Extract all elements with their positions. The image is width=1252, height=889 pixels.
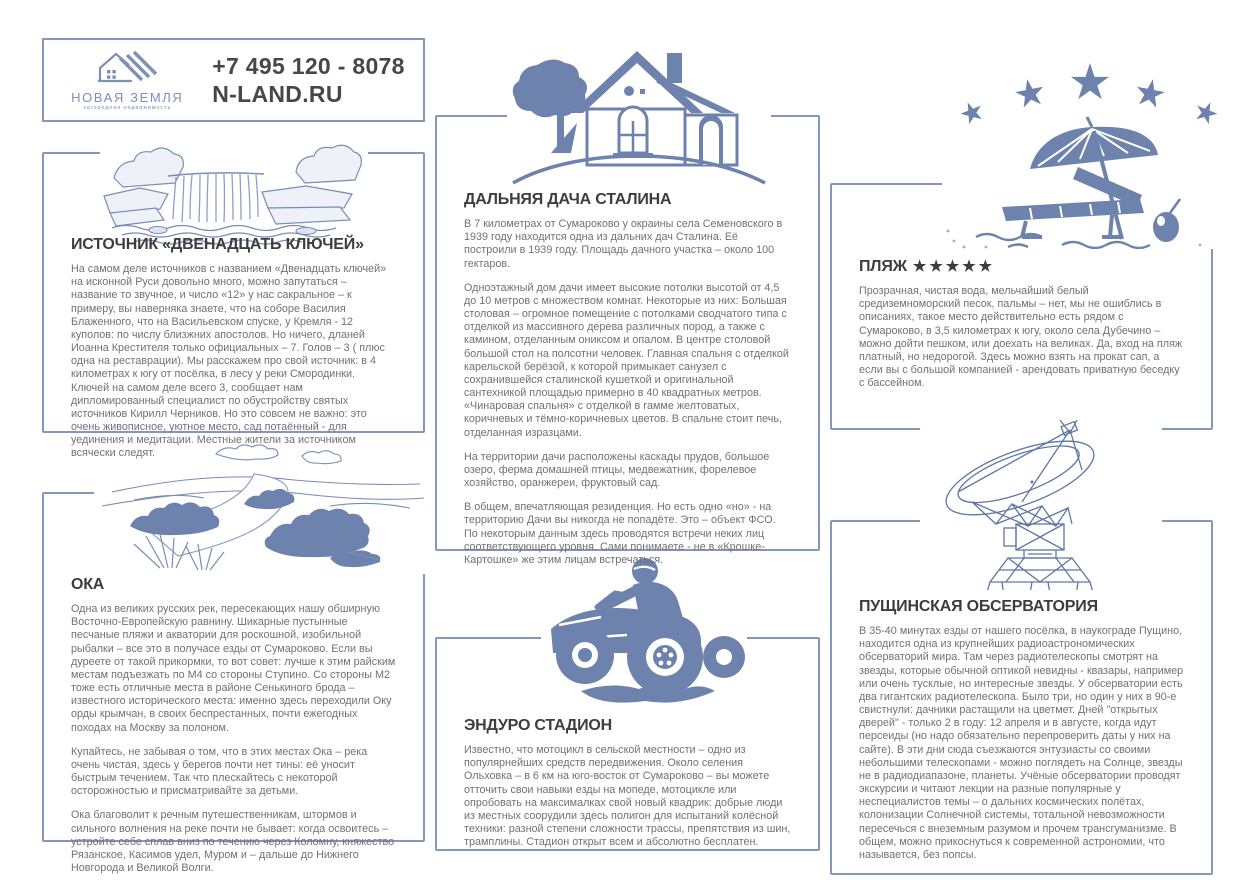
phone-number: +7 495 120 - 8078 <box>212 52 405 79</box>
card-text <box>464 744 791 849</box>
card-text <box>71 603 396 875</box>
card-paragraph: Известно, что мотоцикл в сельской местности – одно из популярнейших средств передвижения. Около селения Ольховка – в 6 км на юго-восток от Сумароково – вы можете отточить свои навыки езды на мопеде, мотоцикле или опробовать на максималках свой новый квадрик: добрые люди из местных соорудили здесь полигон для испытаний колёсной техники: разной степени сложности трассы, препятствия из шин, трамплины. Стадион открыт всем и абсолютно бесплатен. <box>464 744 791 849</box>
radio-telescope-illustration <box>920 420 1162 590</box>
card-title: ДАЛЬНЯЯ ДАЧА СТАЛИНА <box>464 191 672 208</box>
card-beach <box>830 183 1213 430</box>
card-pushchino-observatory <box>830 520 1213 875</box>
beach-rating-stars: ★★★★★ <box>912 258 996 275</box>
card-paragraph: В 7 километрах от Сумароково у окраины села Семеновского в 1939 году находится одна из дальних дач Сталина. Её построили в 1939 году. Площадь дачного участка – около 100 гектаров. <box>464 218 783 270</box>
card-paragraph: В 35-40 минутах езды от нашего посёлка, в наукограде Пущино, находится одна из крупнейших радиоастрономических обсерваторий мира. Там через радиотелескопы смотрят на звезды, которые обычной оптикой невидны - квазары, например или очень тусклые, но интересные звезды. У обсерватории есть два гигантских радиотелескопа. Было три, но один у них в 90-е свистнули: дачники растащили на цветмет. Дней "открытых дверей" - только 2 в году: 12 апреля и в августе, когда идут персеиды (но надо обязательно перепроверить даты у них на сайте). В эти дни сюда съезжаются энтузиасты со своими небольшими телескопами - можно поглядеть на Солнце, звезды не в радиодиапазоне, планеты. Учёные обсерватории проводят экскурсии и читают лекции на разные популярные у неспециалистов темы – о дальних космических полётах, колонизации Солнечной системы, тотальной невозможности пересечься с внеземным разумом и прочем трансгуманизме. В общем, можно прикоснуться к современной астрономии, что называется, без попсы. <box>859 625 1184 861</box>
card-paragraph: На самом деле источников с названием «Двенадцать ключей» на исконной Руси довольно много, можно запутаться – название то звучное, и число «12» у нас сакральное – к примеру, вы наверняка знаете, что на соборе Василия Блаженного, что на Васильевском спуске, у Кремля - 12 куполов: по числу близжних апостолов. Но ничего, дланей Иоанна Крестителя только официальных – 7. Голов – 3 ( плюс одна на реставрации). Мы расскажем про свой источник: в 4 километрах к югу от посёлка, в лесу у реки Смородинки. Ключей на самом деле всего 3, сообщает нам дипломированный специалист по обустройству святых источников Кирилл Черников. Но это совсем не важно: это очень живописное, уютное место, сад потаённый - для уединения и медитации. Местные жители за источником всячески следят. <box>71 263 387 460</box>
header-contact-card <box>42 38 425 122</box>
card-paragraph: Прозрачная, чистая вода, мельчайший белый средиземноморский песок, пальмы – нет, мы не ошиблись в описаниях, такое место действительно есть рядом с Сумароково, в 3,5 километрах к югу, около села Дубечино – можно дойти пешком, или доехать на великах. Да, вход на пляж платный, но недорогой. Здесь можно взять на прокат сап, а если вы с большой компанией - арендовать приватную беседку с бассейном. <box>859 285 1183 390</box>
card-spring-twelve-keys <box>42 152 425 460</box>
company-logo <box>62 49 192 111</box>
card-paragraph: Одноэтажный дом дачи имеет высокие потолки высотой от 4,5 до 10 метров с множеством комнат. Некоторые из них: Большая столовая – огромное помещение с потолками сводчатого типа с отделкой из массивного дерева различных пород, а также с камином, отделанным ониксом и опалом. В центре столовой большой стол на полсотни человек. Главная спальня с отделкой карельской берёзой, к которой примыкает санузел с сохранившейся сталинской кушеткой и оригинальной сантехникой площадью примерно в 40 квадратных метров. «Чинаровая спальня» с отделкой в гамме желтоватых, коричневых и тёмно-коричневых цветов. В спальне стоит печь, отделанная изразцами. <box>464 281 789 439</box>
card-text <box>859 625 1184 862</box>
card-oka-river <box>42 492 425 875</box>
card-title: ПЛЯЖ ★★★★★ <box>859 258 996 275</box>
contact-block <box>212 52 404 108</box>
card-text <box>71 263 396 461</box>
card-title: ЭНДУРО СТАДИОН <box>464 717 613 734</box>
card-paragraph: Купайтесь, не забывая о том, что в этих местах Ока – река очень чистая, здесь у берегов почти нет тины: её уносит быстрым течением. Так что плескайтесь с некоторой осторожностью и присматривайте за детьми. <box>71 745 368 798</box>
coconut-drink-icon <box>1153 199 1180 242</box>
card-title: ОКА <box>71 576 105 593</box>
logo-subtitle: загородная недвижимость <box>83 105 172 111</box>
card-paragraph: На территории дачи расположены каскады прудов, большое озеро, ферма домашней птицы, медвежатник, форелевое хозяйство, оранжереи, фруктовый сад. <box>464 450 770 490</box>
card-paragraph: В общем, впечатляющая резиденция. Но есть одно «но» - на территорию Дачи вы никогда не попадёте. Это – объект ФСО. По некоторым данным здесь проводятся встречи неких лиц соответствующего уровня. Сами понимаете - не в «Крошке-Картошке» же этим лицам встречаться. <box>464 501 776 566</box>
logo-title: НОВАЯ ЗЕМЛЯ <box>71 90 184 105</box>
website-url: N-LAND.RU <box>212 81 343 107</box>
beach-illustration <box>942 61 1234 249</box>
waterfall-illustration <box>100 134 368 246</box>
card-stalin-dacha <box>435 115 820 566</box>
atv-illustration <box>541 555 747 705</box>
house-illustration <box>507 35 771 187</box>
card-text <box>859 285 1184 390</box>
card-text <box>464 218 791 567</box>
card-title: ИСТОЧНИК «ДВЕНАДЦАТЬ КЛЮЧЕЙ» <box>71 236 364 253</box>
card-enduro-stadium <box>435 637 820 851</box>
card-title: ПУЩИНСКАЯ ОБСЕРВАТОРИЯ <box>859 598 1098 615</box>
lounger-icon <box>1002 167 1144 237</box>
card-paragraph: Ока благоволит к речным путешественникам, штормов и сильного волнения на реке почти не бывает: когда освоитесь – устройте себе сплав вниз по течению через Коломну, княжество Рязанское, Касимов удел, Муром и – дальше до Нижнего Новгорода и Великой Волги. <box>71 809 395 875</box>
five-star-rating-icon <box>958 63 1221 126</box>
card-paragraph: Одна из великих русских рек, пересекающих нашу обширную Восточно-Европейскую равнину. Шикарные пустынные песчаные пляжи и акватории для роскошной, изобильной рыбалки – все это в получасе езды от Сумароково. Если вы дуреете от такой прикормки, то вот совет: лучше к этим райским местам подъезжать по М4 со стороны Ступино. Со стороны М2 тоже есть отличные места в районе Сенькиного брода – известного исторического места: именно здесь переходили Оку орды крымчан, в своих беспрестанных, почти ежегодных походах на Москву за полоном. <box>71 603 396 734</box>
house-roof-logo-icon <box>96 49 158 88</box>
